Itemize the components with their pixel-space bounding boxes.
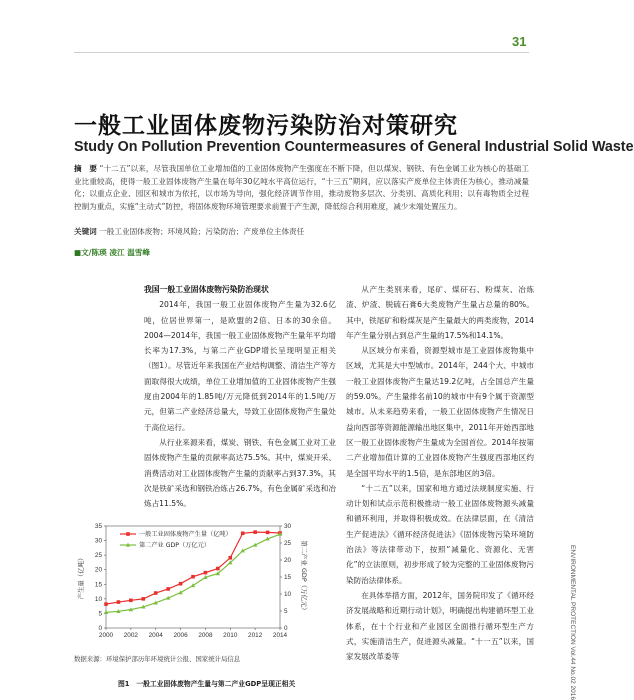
x-tick-label: 2004 <box>148 632 163 639</box>
series-1-point <box>266 531 270 535</box>
right-y-tick-label: 15 <box>284 574 292 581</box>
left-paragraph-1: 2014年，我国一般工业固体废物产生量为32.6亿吨，位居世界第一，是欧盟的2倍、日本的30余倍。2004—2014年，我国一般工业固体废物产生量年平均增长率为17.3%，与第二产业GDP增长呈现明显正相关（图1）。尽管近年来我国在产业结构调整、清洁生产等方面取得很大成绩，单位工业增加值的工业固体废物产生强度由2004年的1.85吨/万元降低到2014年的1.5吨/万元，但第二产业经济总量大，导致工业固体废物产生量处于高位运行。 <box>144 300 336 432</box>
abstract <box>74 163 529 214</box>
series-1-point <box>154 591 158 595</box>
series-1-point <box>141 597 145 601</box>
series-1-point <box>216 567 220 571</box>
journal-sidebar <box>566 545 578 700</box>
x-tick-label: 2008 <box>198 632 213 639</box>
left-y-tick-label: 15 <box>94 581 102 589</box>
right-paragraph-1: 从产生类别来看，尾矿、煤矸石、粉煤灰、冶炼渣、炉渣、脱硫石膏6大类废物产生量占总量的80%。其中，铁尾矿和粉煤灰是产生量最大的两类废物，2014年产生量分别占到总产生量的17.5%和14.1%。 <box>346 285 534 340</box>
right-paragraph-3: “十二五”以来，国家和地方通过法规制度实施、行动计划和试点示范积极推动一般工业固体废物源头减量和循环利用，并取得积极成效。在法律层面，在《清洁生产促进法》《循环经济促进法》《固体废物污染环境防治法》等法律带动下，按照“减量化、资源化、无害化”的立法原则，初步形成了较为完整的工业固体废物污染防治法律体系。 <box>346 483 534 585</box>
left-y-tick-label: 35 <box>94 523 102 530</box>
x-tick-label: 2000 <box>98 632 114 639</box>
keywords-label: 关键词 <box>74 227 97 236</box>
x-tick-label: 2014 <box>272 632 288 639</box>
x-tick-label: 2006 <box>173 632 188 639</box>
article-title-zh: 一般工业固体废物污染防治对策研究 <box>74 113 458 139</box>
chart-source: 数据来源：环境保护部历年环境统计公报、国家统计局信息 <box>74 655 241 663</box>
figure-1-chart <box>74 520 306 642</box>
series-1-point <box>166 587 170 591</box>
right-column <box>346 282 534 664</box>
page-number: 31 <box>512 34 527 49</box>
right-y-tick-label: 20 <box>284 557 292 564</box>
left-y-tick-label: 20 <box>94 566 102 574</box>
right-paragraph-2: 从区域分布来看，资源型城市是工业固体废物集中区域，尤其是大中型城市。2014年，244个大、中城市一般工业固体废物产生量达19.2亿吨，占全国总产生量的59.0%。产生量排名前10的城市中有9个属于资源型城市。从未来趋势来看，一般工业固体废物产生情况日益向西部等资源能源输出地区集中，2011年开始西部地区一般工业固体废物产生量成为全国首位。2014年按第二产业增加值计算的工业固体废物产生强度西部地区约是全国平均水平的1.5倍，是东部地区的3倍。 <box>346 346 534 478</box>
right-y-tick-label: 0 <box>284 625 288 632</box>
left-y-tick-label: 10 <box>94 595 102 603</box>
legend-marker-1 <box>126 532 130 536</box>
journal-sidebar-text: ENVIRONMENTAL PROTECTION Vol.44 No.02 2016 <box>569 545 576 700</box>
right-paragraph-4: 在具体举措方面，2012年，国务院印发了《循环经济发展战略和近期行动计划》，明确提出构建循环型工业体系，在十个行业和产业园区全面推行循环型生产方式，实施清洁生产，促进源头减量。“十一五”以来，国家发展改革委等 <box>346 590 534 662</box>
series-1-point <box>228 556 232 560</box>
keywords <box>74 226 304 237</box>
right-y-axis-label: 第二产业 GDP（万亿元） <box>300 540 308 614</box>
left-column <box>144 282 336 511</box>
series-1-point <box>179 582 183 586</box>
article-title-en: Study On Pollution Prevention Countermeasures of General Industrial Solid Waste <box>74 139 634 155</box>
series-1-point <box>117 600 121 604</box>
right-y-tick-label: 30 <box>284 523 292 530</box>
section-heading: 我国一般工业固体废物污染防治现状 <box>144 285 269 294</box>
x-tick-label: 2010 <box>223 632 238 639</box>
chart-caption: 图1 一般工业固体废物产生量与第二产业GDP呈现正相关 <box>118 680 296 688</box>
left-y-tick-label: 30 <box>94 537 102 545</box>
series-1-point <box>129 599 133 603</box>
series-1-point <box>191 575 195 579</box>
legend-label-1: 一般工业固体废物产生量（亿吨） <box>139 531 232 539</box>
series-1-point <box>104 602 108 606</box>
header-rule <box>74 52 529 53</box>
right-y-tick-label: 25 <box>284 540 292 547</box>
series-1-point <box>204 571 208 575</box>
series-1-point <box>253 530 257 534</box>
legend-label-2: 第二产业 GDP（万亿元） <box>139 542 210 550</box>
right-y-tick-label: 10 <box>284 591 292 598</box>
keywords-text: 一般工业固体废物；环境风险；污染防治；产废单位主体责任 <box>99 227 305 236</box>
abstract-label: 摘 要 <box>74 164 97 173</box>
right-y-tick-label: 5 <box>284 608 288 615</box>
x-tick-label: 2002 <box>123 632 138 639</box>
x-tick-label: 2012 <box>248 632 263 639</box>
authors: ■文/陈瑛 凌江 温雪峰 <box>74 248 150 257</box>
abstract-text: “十二五”以来，尽管我国单位工业增加值的工业固体废物产生强度在不断下降，但以煤炭、钢铁、有色金属工业为核心的基础工业比重较高，使得一般工业固体废物产生量在每年30亿吨水平高位运行，“十三五”期间，应以落实产废单位主体责任为核心，推动减量化；以重点企业、园区和城市为依托，以市场为导向，强化经济调节作用，推动废物多层次、分类别、高质化利用；以有毒物质全过程控制为重点，实施“主动式”防控，将固体废物环境管理要求前置于产生源，降低综合利用难度，减少末端处置压力。 <box>74 164 529 212</box>
left-y-tick-label: 5 <box>98 610 102 618</box>
left-y-tick-label: 25 <box>94 552 102 560</box>
series-1-point <box>241 531 245 535</box>
left-paragraph-2: 从行业来源来看，煤炭、钢铁、有色金属工业对工业固体废物产生量的贡献率高达75.5%。其中，煤炭开采、消费活动对工业固体废物产生量的贡献率占到37.3%，其次是铁矿采选和钢铁冶炼占26.7%，有色金属矿采选和冶炼占11.5%。 <box>144 437 336 509</box>
left-y-tick-label: 0 <box>98 625 102 632</box>
left-y-axis-label: 产生量（亿吨） <box>77 554 85 600</box>
